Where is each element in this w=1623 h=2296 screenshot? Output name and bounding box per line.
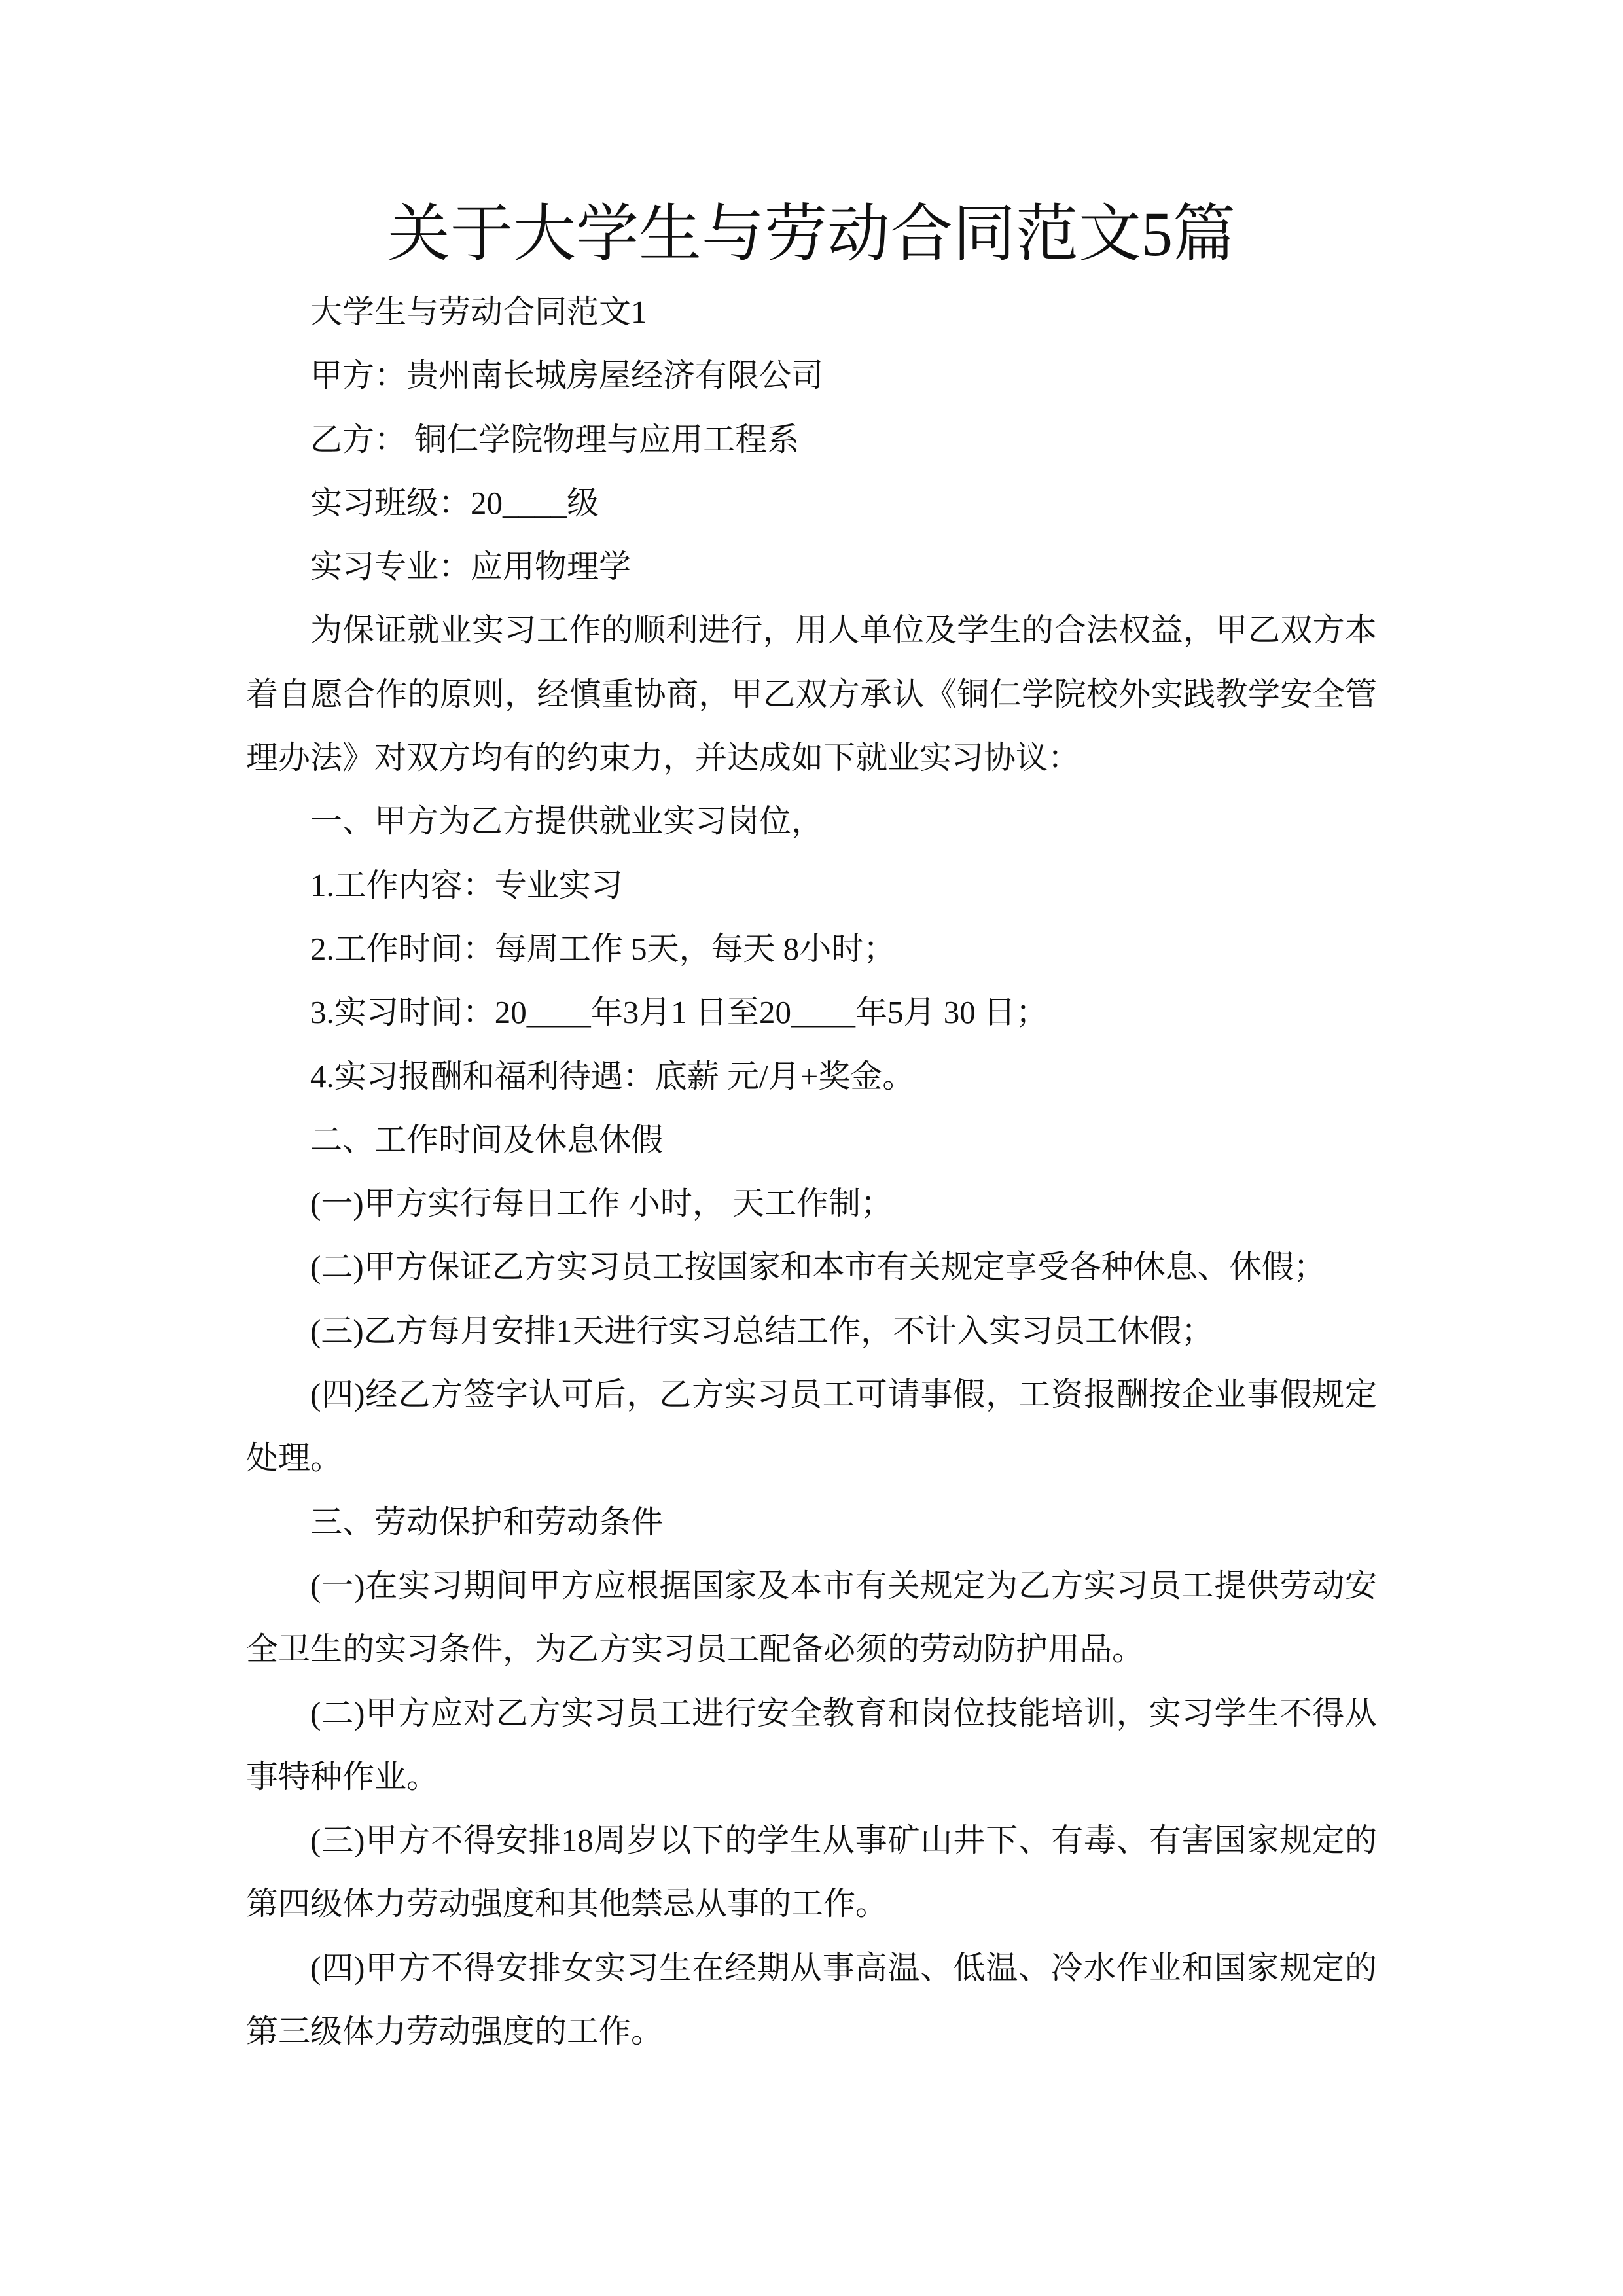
paragraph: (一)甲方实行每日工作 小时， 天工作制； xyxy=(310,1185,893,1222)
paragraph: (四)经乙方签字认可后，乙方实习员工可请事假，工资报酬按企业事假规定处理。 xyxy=(246,1376,1377,1477)
paragraph: (三)甲方不得安排18周岁以下的学生从事矿山井下、有毒、有害国家规定的第四级体力劳动强度和其他禁忌从事的工作。 xyxy=(246,1822,1377,1922)
paragraph: (二)甲方保证乙方实习员工按国家和本市有关规定享受各种休息、休假； xyxy=(310,1249,1326,1285)
paragraph: 一、甲方为乙方提供就业实习岗位， xyxy=(310,803,824,840)
document-title: 关于大学生与劳动合同范文5篇 xyxy=(387,199,1236,269)
paragraph: (三)乙方每月安排1天进行实习总结工作，不计入实习员工休假； xyxy=(310,1312,1214,1349)
paragraph: (二)甲方应对乙方实习员工进行安全教育和岗位技能培训，实习学生不得从事特种作业。 xyxy=(246,1695,1377,1795)
paragraph: 乙方： 铜仁学院物理与应用工程系 xyxy=(310,421,800,457)
paragraph: 4.实习报酬和福利待遇：底薪 元/月+奖金。 xyxy=(310,1058,915,1094)
paragraph: 实习专业：应用物理学 xyxy=(310,548,632,585)
paragraph: (一)在实习期间甲方应根据国家及本市有关规定为乙方实习员工提供劳动安全卫生的实习条件，为乙方实习员工配备必须的劳动防护用品。 xyxy=(246,1567,1377,1668)
paragraph: (四)甲方不得安排女实习生在经期从事高温、低温、冷水作业和国家规定的第三级体力劳动强度的工作。 xyxy=(246,1949,1377,2050)
paragraph: 三、劳动保护和劳动条件 xyxy=(310,1503,664,1540)
document-body xyxy=(246,280,1377,2063)
paragraph: 为保证就业实习工作的顺利进行，用人单位及学生的合法权益，甲乙双方本着自愿合作的原则，经慎重协商，甲乙双方承认《铜仁学院校外实践教学安全管理办法》对双方均有的约束力，并达成如下就业实习协议： xyxy=(246,612,1377,776)
paragraph: 二、工作时间及休息休假 xyxy=(310,1121,664,1158)
paragraph: 甲方：贵州南长城房屋经济有限公司 xyxy=(310,357,824,394)
paragraph: 3.实习时间：20____年3月1 日至20____年5月 30 日； xyxy=(310,994,1048,1031)
paragraph: 实习班级：20____级 xyxy=(310,484,599,521)
paragraph: 2.工作时间：每周工作 5天，每天 8小时； xyxy=(310,930,896,967)
paragraph: 大学生与劳动合同范文1 xyxy=(310,294,647,330)
paragraph: 1.工作内容：专业实习 xyxy=(310,867,623,903)
